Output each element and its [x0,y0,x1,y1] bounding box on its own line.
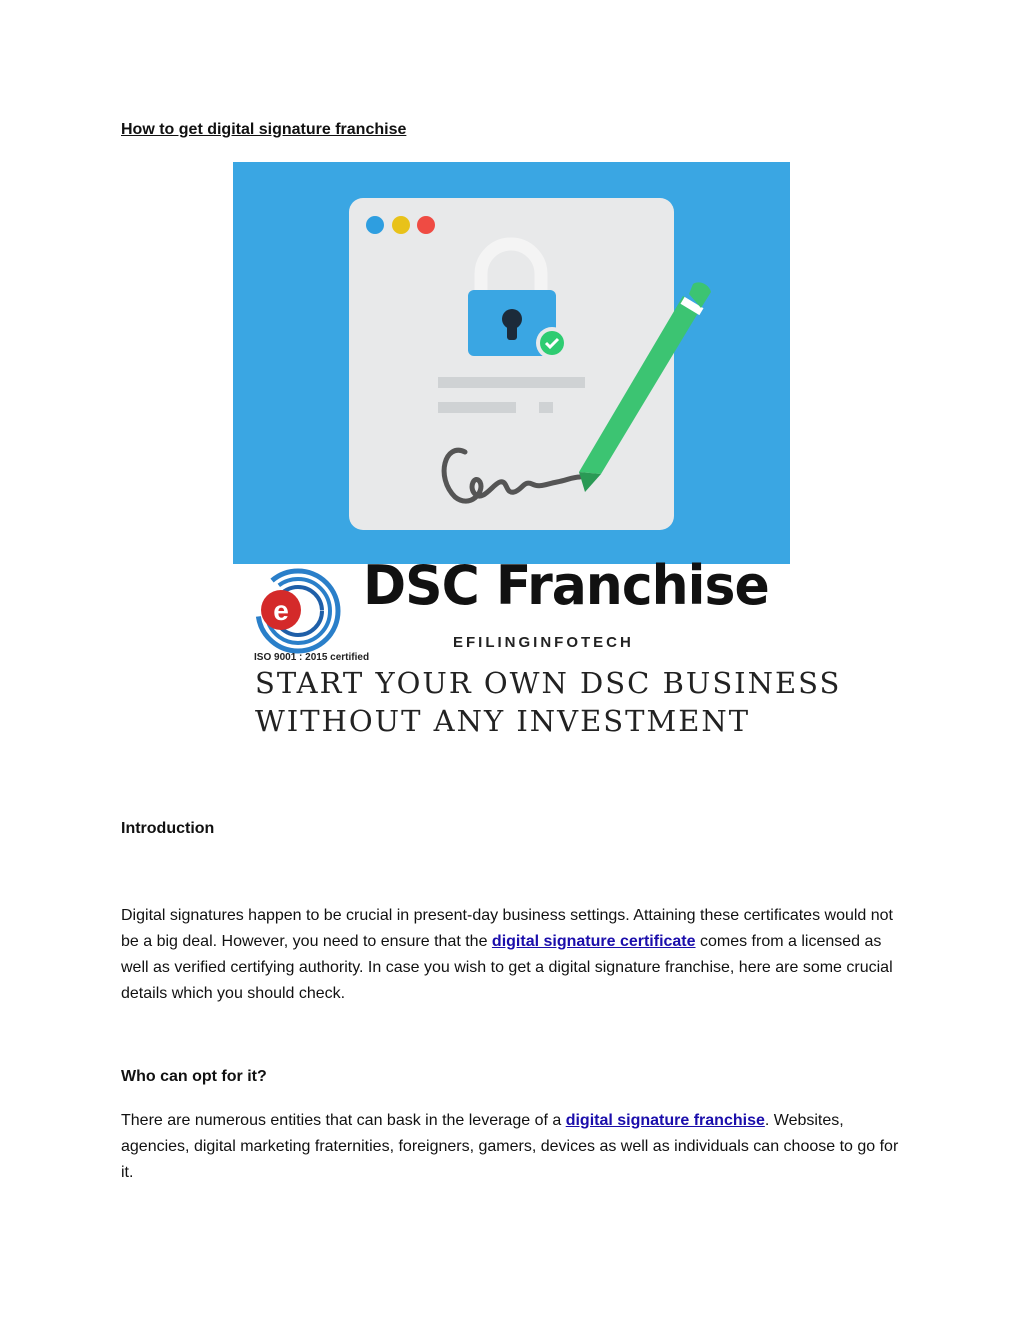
signature-scribble [444,450,580,501]
iso-certification: ISO 9001 : 2015 certified [254,652,370,663]
intro-text-end: comes from a licensed as well as verified certifying authority. In case you wish to get a digital signature franchise, here are some crucial details which you should check. [121,933,893,1002]
document-title: How to get digital signature franchise [121,121,407,138]
tagline-line-1: START YOUR OWN DSC BUSINESS [255,666,842,700]
intro-text-start: Digital signatures happen to be crucial in present-day business settings. Attaining these certificates would not be a big deal. However, you need to ensure that the [121,907,893,950]
text-lines [438,377,585,413]
efiling-logo [253,566,343,656]
who-can-opt-heading: Who can opt for it? [121,1068,267,1085]
who-text-end: . Websites, agencies, digital marketing fraternities, foreigners, gamers, devices as well as individuals can choose to go for it. [121,1112,899,1181]
digital-signature-franchise-link[interactable]: digital signature franchise [565,1112,765,1129]
brand-subtitle: EFILINGINFOTECH [453,634,634,651]
digital-signature-certificate-link[interactable]: digital signature certificate [491,933,696,950]
introduction-paragraph [121,903,901,1007]
promo-banner [233,554,853,744]
logo-letter: e [273,595,289,626]
brand-title: DSC Franchise [363,554,769,618]
pen-icon [579,282,711,492]
who-can-opt-paragraph [121,1108,901,1186]
tagline-line-2: WITHOUT ANY INVESTMENT [255,704,751,738]
hero-graphics [233,162,790,564]
introduction-heading: Introduction [121,820,215,837]
who-text-start: There are numerous entities that can bask in the leverage of a [121,1112,566,1129]
hero-illustration [233,162,790,564]
check-badge-icon [536,327,568,359]
